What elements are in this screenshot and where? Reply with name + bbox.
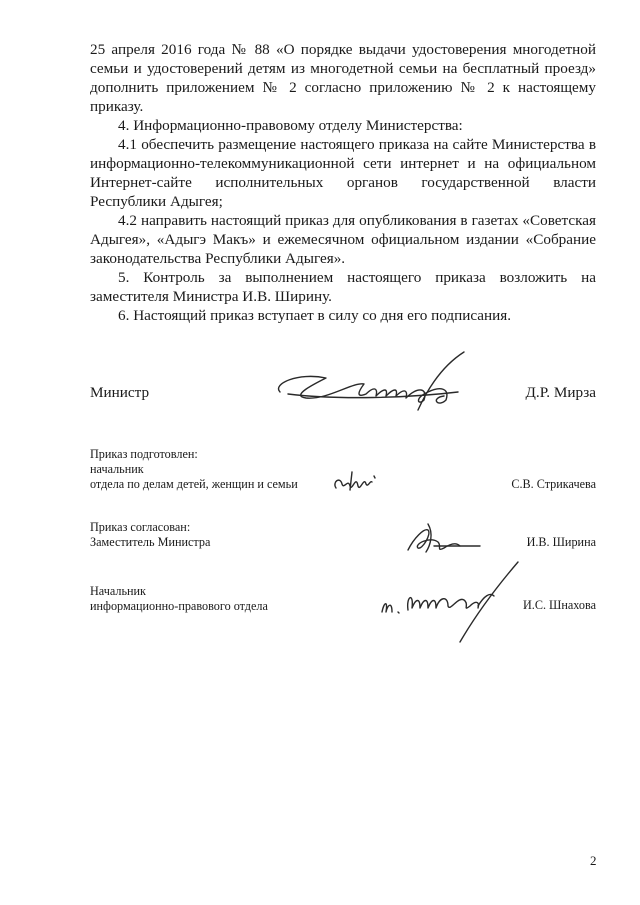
prepared-name: С.В. Стрикачева: [511, 477, 596, 491]
prepared-heading: Приказ подготовлен:: [90, 447, 198, 461]
agreed-name: И.В. Ширина: [526, 535, 596, 549]
minister-name: Д.Р. Мирза: [525, 384, 596, 401]
prepared-signature: [330, 466, 380, 496]
paragraph-continuation: 25 апреля 2016 года № 88 «О порядке выдачи удостоверения многодетной семьи и удостоверений детям из многодетной семьи на бесплатный проезд» дополнить приложением № 2 согласно приложению № 2 к настоящему приказу.: [90, 41, 596, 115]
minister-signature: [268, 348, 480, 414]
legal-head-name: И.С. Шнахова: [522, 598, 596, 612]
agreed-position: Заместитель Министра: [90, 535, 211, 549]
paragraph-item-4-1: 4.1 обеспечить размещение настоящего приказа на сайте Министерства в информационно-телекоммуникационной сети интернет и на официальном Интернет-сайте исполнительных органов государственной власти Республики Адыгея;: [90, 136, 596, 210]
agreed-heading: Приказ согласован:: [90, 520, 191, 534]
order-body-text: [90, 40, 596, 325]
paragraph-item-4-2: 4.2 направить настоящий приказ для опубликования в газетах «Советская Адыгея», «Адыгэ Макъ» и ежемесячном официальном издании «Собрание законодательства Республики Адыгея».: [90, 212, 596, 267]
page-number: 2: [590, 853, 597, 868]
prepared-position-line2: отдела по делам детей, женщин и семьи: [90, 477, 298, 491]
legal-head-signature: [378, 556, 528, 648]
legal-head-position-line2: информационно-правового отдела: [90, 599, 268, 613]
agreed-signature: [404, 520, 484, 558]
agreed-block: [90, 520, 596, 556]
legal-head-position-line1: Начальник: [90, 584, 146, 598]
paragraph-item-4: 4. Информационно-правовому отделу Министерства:: [118, 117, 463, 134]
prepared-position-line1: начальник: [90, 462, 144, 476]
minister-title: Министр: [90, 384, 150, 401]
paragraph-item-6: 6. Настоящий приказ вступает в силу со дня его подписания.: [118, 307, 512, 324]
paragraph-item-5: 5. Контроль за выполнением настоящего приказа возложить на заместителя Министра И.В. Ширину.: [90, 269, 596, 305]
